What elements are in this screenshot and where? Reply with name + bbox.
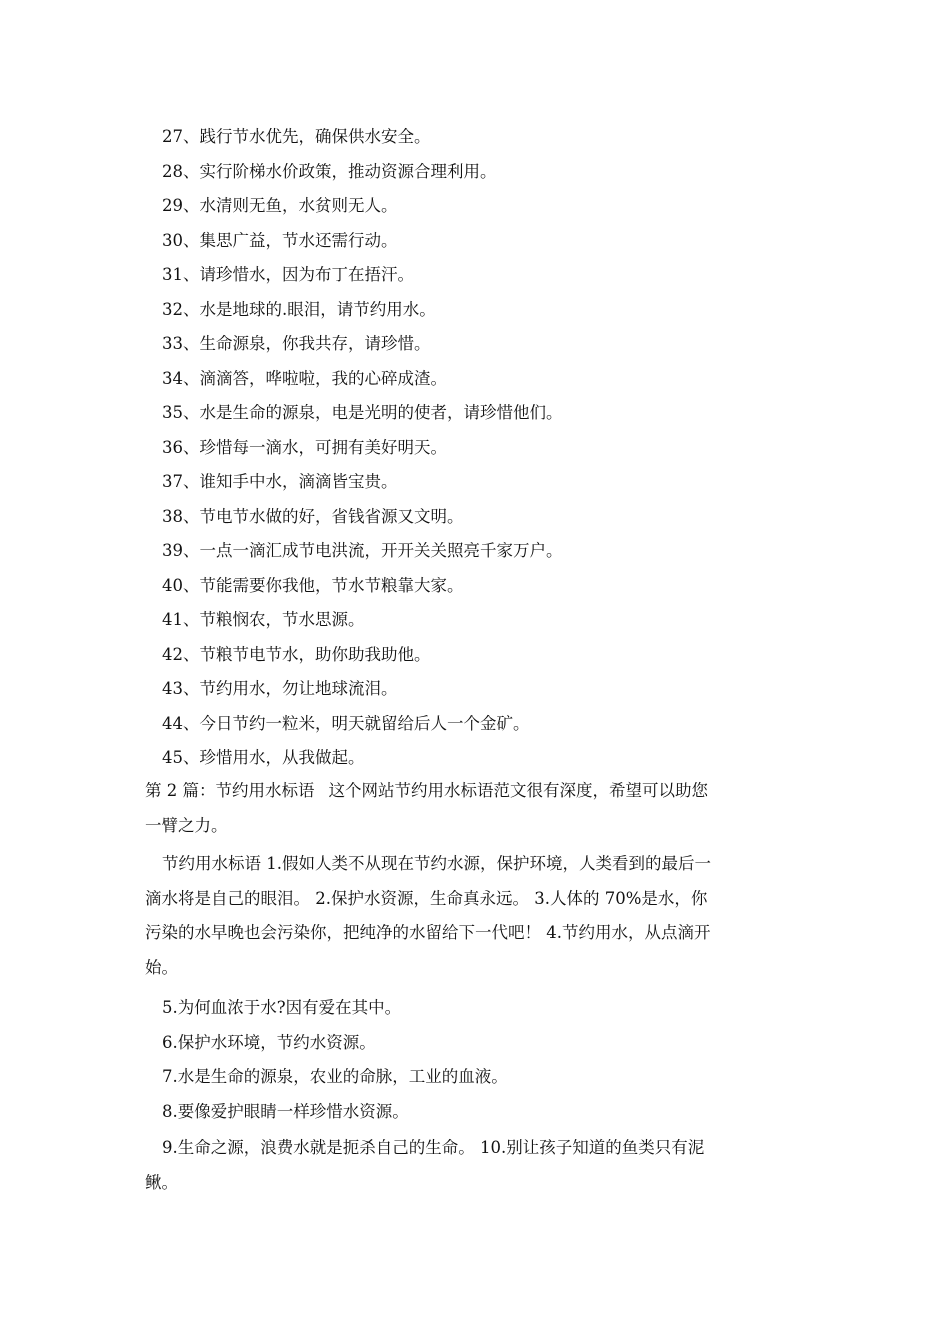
list-item: 44、今日节约一粒米，明天就留给后人一个金矿。: [162, 713, 530, 733]
list-item: 36、珍惜每一滴水，可拥有美好明天。: [162, 437, 447, 457]
list-item: 41、节粮悯农，节水思源。: [162, 610, 365, 629]
list-item: 32、水是地球的.眼泪，请节约用水。: [162, 299, 436, 319]
list-item: 6.保护水环境，节约水资源。: [162, 1032, 376, 1052]
paragraph-line: 9.生命之源，浪费水就是扼杀自己的生命。 10.别让孩子知道的鱼类只有泥: [162, 1138, 705, 1157]
slogan-paragraph-1: [145, 847, 815, 985]
list-item: 34、滴滴答，哗啦啦，我的心碎成渣。: [162, 368, 447, 388]
paragraph-line: 节约用水标语 1.假如人类不从现在节约水源，保护环境，人类看到的最后一: [162, 854, 711, 873]
list-item: 38、节电节水做的好，省钱省源又文明。: [162, 506, 464, 526]
list-item: 43、节约用水，勿让地球流泪。: [162, 679, 398, 698]
section-heading-line: [145, 774, 815, 809]
list-item: 28、实行阶梯水价政策，推动资源合理利用。: [162, 161, 497, 181]
slogan-paragraph-2: [145, 1131, 815, 1200]
slogan-items-2: [145, 991, 815, 1129]
section-intro: 这个网站节约用水标语范文很有深度，希望可以助您: [328, 781, 708, 800]
list-item: 33、生命源泉，你我共存，请珍惜。: [162, 334, 431, 353]
list-item: 5.为何血浓于水?因有爱在其中。: [162, 998, 402, 1017]
section-intro-continued: 一臂之力。: [145, 815, 228, 835]
list-item: 39、一点一滴汇成节电洪流，开开关关照亮千家万户。: [162, 541, 563, 560]
paragraph-line: 始。: [145, 957, 178, 977]
section-heading: 第 2 篇：节约用水标语: [145, 781, 315, 800]
list-item: 27、践行节水优先，确保供水安全。: [162, 127, 431, 146]
list-item: 7.水是生命的源泉，农业的命脉，工业的血液。: [162, 1067, 508, 1086]
slogan-list: [162, 122, 822, 778]
list-item: 30、集思广益，节水还需行动。: [162, 230, 398, 250]
list-item: 40、节能需要你我他，节水节粮靠大家。: [162, 575, 464, 595]
paragraph-line: 污染的水早晚也会污染你，把纯净的水留给下一代吧！ 4.节约用水，从点滴开: [145, 923, 711, 942]
section-heading-block: [145, 774, 815, 843]
list-item: 35、水是生命的源泉，电是光明的使者，请珍惜他们。: [162, 403, 563, 422]
list-item: 45、珍惜用水，从我做起。: [162, 748, 365, 767]
list-item: 8.要像爱护眼睛一样珍惜水资源。: [162, 1101, 409, 1121]
list-item: 29、水清则无鱼，水贫则无人。: [162, 196, 398, 215]
list-item: 31、请珍惜水，因为布丁在捂汗。: [162, 265, 414, 284]
paragraph-line: 鳅。: [145, 1172, 178, 1192]
paragraph-line: 滴水将是自己的眼泪。 2.保护水资源，生命真永远。 3.人体的 70%是水，你: [145, 888, 708, 908]
list-item: 37、谁知手中水，滴滴皆宝贵。: [162, 472, 398, 491]
list-item: 42、节粮节电节水，助你助我助他。: [162, 644, 431, 664]
